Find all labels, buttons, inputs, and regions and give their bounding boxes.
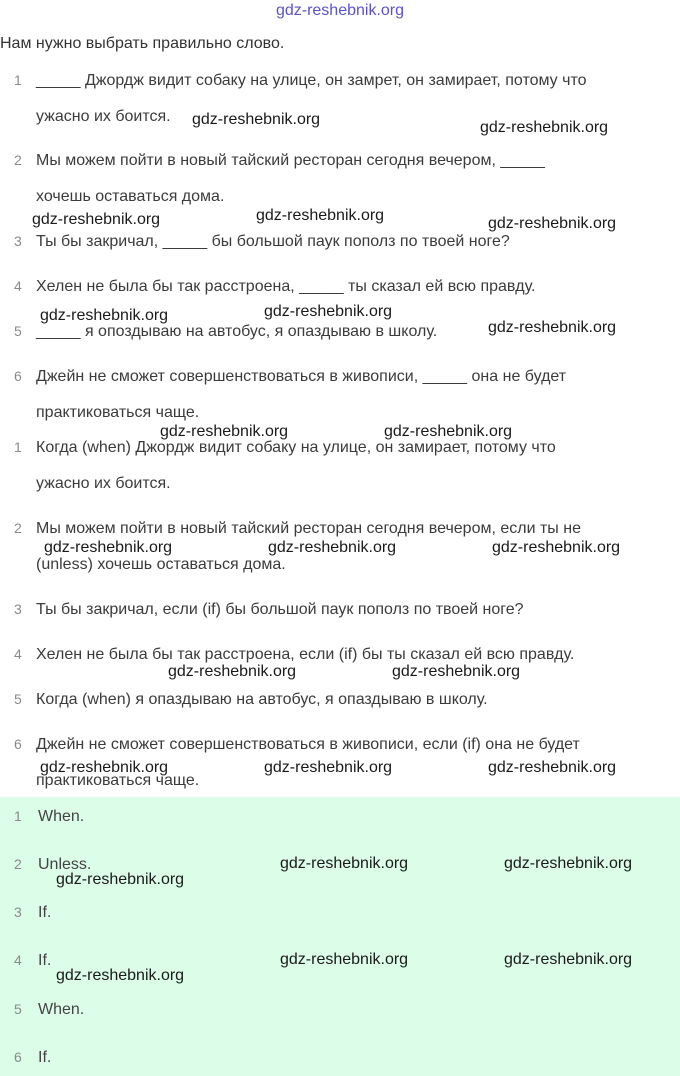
header-watermark: gdz-reshebnik.org xyxy=(275,2,405,19)
item-number: 6 xyxy=(14,1049,22,1065)
answer-text: When. xyxy=(38,1001,85,1018)
item-number: 6 xyxy=(14,368,22,384)
item-number: 1 xyxy=(14,439,22,455)
watermark: gdz-reshebnik.org xyxy=(488,319,617,336)
item-text xyxy=(36,143,674,215)
item-line: Мы можем пойти в новый тайский ресторан сегодня вечером, если ты не xyxy=(36,520,581,537)
watermark: gdz-reshebnik.org xyxy=(168,663,297,680)
watermark: gdz-reshebnik.org xyxy=(56,967,185,984)
item-number: 1 xyxy=(14,808,22,824)
watermark: gdz-reshebnik.org xyxy=(44,539,173,556)
item-text xyxy=(36,430,674,502)
item-number: 4 xyxy=(14,278,22,294)
item-line: Хелен не была бы так расстроена, если (if) бы ты сказал ей всю правду. xyxy=(36,646,575,663)
item-number: 3 xyxy=(14,233,22,249)
watermark: gdz-reshebnik.org xyxy=(488,759,617,776)
watermark: gdz-reshebnik.org xyxy=(160,423,289,440)
watermark: gdz-reshebnik.org xyxy=(256,207,385,224)
watermark: gdz-reshebnik.org xyxy=(32,211,161,228)
watermark: gdz-reshebnik.org xyxy=(280,951,409,968)
item-number: 6 xyxy=(14,736,22,752)
answer-text: When. xyxy=(38,808,85,825)
answer-text: If. xyxy=(38,904,52,921)
watermark: gdz-reshebnik.org xyxy=(264,759,393,776)
watermark: gdz-reshebnik.org xyxy=(40,307,169,324)
item-line: Джейн не сможет совершенствоваться в живописи, если (if) она не будет xyxy=(36,736,580,753)
item-number: 4 xyxy=(14,952,22,968)
answer-text: If. xyxy=(38,952,52,969)
watermark: gdz-reshebnik.org xyxy=(268,539,397,556)
answer-text: Unless. xyxy=(38,856,92,873)
watermark: gdz-reshebnik.org xyxy=(504,951,633,968)
watermark: gdz-reshebnik.org xyxy=(492,539,621,556)
watermark: gdz-reshebnik.org xyxy=(480,119,609,136)
watermark: gdz-reshebnik.org xyxy=(264,303,393,320)
item-line: Ты бы закричал, если (if) бы большой паук пополз по твоей ноге? xyxy=(36,601,524,618)
item-number: 3 xyxy=(14,904,22,920)
watermark: gdz-reshebnik.org xyxy=(56,871,185,888)
task-instruction: Нам нужно выбрать правильно слово. xyxy=(0,35,285,52)
item-line: (unless) хочешь оставаться дома. xyxy=(36,556,286,573)
item-line: Когда (when) я опаздываю на автобус, я опаздываю в школу. xyxy=(36,691,488,708)
watermark: gdz-reshebnik.org xyxy=(504,855,633,872)
item-line: Хелен не была бы так расстроена, _____ ты сказал ей всю правду. xyxy=(36,278,536,295)
item-number: 5 xyxy=(14,691,22,707)
watermark: gdz-reshebnik.org xyxy=(280,855,409,872)
watermark: gdz-reshebnik.org xyxy=(392,663,521,680)
item-text xyxy=(36,269,674,305)
item-line: Джейн не сможет совершенствоваться в живописи, _____ она не будет xyxy=(36,368,567,385)
item-line: Мы можем пойти в новый тайский ресторан сегодня вечером, _____ xyxy=(36,152,545,169)
item-number: 2 xyxy=(14,520,22,536)
watermark: gdz-reshebnik.org xyxy=(40,759,169,776)
item-line: _____ я опоздываю на автобус, я опаздываю в школу. xyxy=(36,323,438,340)
item-number: 4 xyxy=(14,646,22,662)
item-line: практиковаться чаще. xyxy=(36,404,200,421)
watermark: gdz-reshebnik.org xyxy=(384,423,513,440)
item-line: _____ Джордж видит собаку на улице, он замрет, он замирает, потому что xyxy=(36,72,587,89)
item-number: 3 xyxy=(14,601,22,617)
item-text xyxy=(36,682,674,718)
item-line: Ты бы закричал, _____ бы большой паук пополз по твоей ноге? xyxy=(36,233,510,250)
watermark: gdz-reshebnik.org xyxy=(192,111,321,128)
item-number: 2 xyxy=(14,856,22,872)
item-line: практиковаться чаще. xyxy=(36,772,200,789)
item-text xyxy=(36,359,674,431)
item-line: хочешь оставаться дома. xyxy=(36,188,225,205)
item-text xyxy=(36,637,674,673)
item-number: 1 xyxy=(14,72,22,88)
answer-panel xyxy=(0,797,680,1076)
item-number: 5 xyxy=(14,323,22,339)
item-line: ужасно их боится. xyxy=(36,475,171,492)
item-number: 5 xyxy=(14,1001,22,1017)
answer-text: If. xyxy=(38,1049,52,1066)
watermark: gdz-reshebnik.org xyxy=(488,215,617,232)
item-text xyxy=(36,592,674,628)
item-line: ужасно их боится. xyxy=(36,108,171,125)
item-number: 2 xyxy=(14,152,22,168)
item-line: Когда (when) Джордж видит собаку на улице, он замирает, потому что xyxy=(36,439,556,456)
